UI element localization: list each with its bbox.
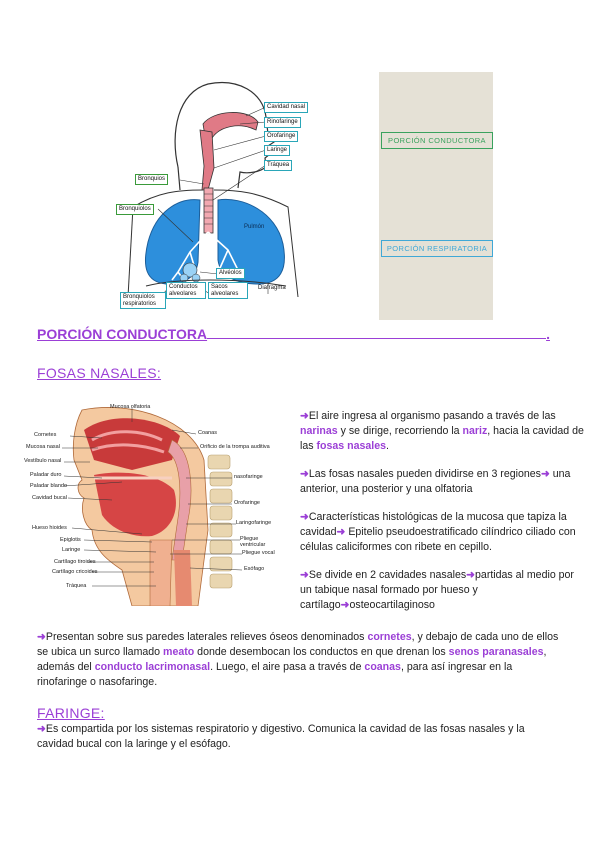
head-label-hueso-hioides: Hueso hioides <box>32 525 67 531</box>
head-sagittal-figure <box>22 400 284 606</box>
bullet-aire-ingresa <box>300 409 585 454</box>
head-label-pliegue-ventricular: Pliegue ventricular <box>240 536 266 548</box>
arrow-icon: ➜ <box>37 723 46 735</box>
head-label-orofaringe: Orofaringe <box>234 500 260 506</box>
porcion-side-panel <box>379 72 493 320</box>
head-label-cartilago-tiroides: Cartílago tiroides <box>54 559 96 565</box>
head-label-laringe: Laringe <box>62 547 81 553</box>
highlight-senos-paranasales: senos paranasales <box>448 646 544 658</box>
head-label-epiglotis: Epiglotis <box>60 537 81 543</box>
label-orofaringe: Orofaringe <box>264 131 298 142</box>
label-rinofaringe: Rinofaringe <box>264 117 301 128</box>
section-title <box>37 326 550 342</box>
paragraph-faringe <box>37 722 562 752</box>
text: Presentan sobre sus paredes laterales relieves óseos denominados <box>45 631 368 643</box>
label-pulmon: Pulmón <box>244 224 265 230</box>
fosas-bullets <box>300 409 585 626</box>
arrow-icon: ➜ <box>300 410 309 422</box>
text: , para así ingresar en la rinofaringe o nasofaringe. <box>37 661 513 688</box>
arrow-icon: ➜ <box>300 569 309 581</box>
arrow-icon: ➜ <box>336 526 346 538</box>
text: , además del <box>37 646 547 673</box>
section-title-text: PORCIÓN CONDUCTORA <box>37 326 208 342</box>
text: Características histológicas de la mucosa que tapiza la cavidad <box>300 511 567 538</box>
head-label-cartilago-cricoides: Cartílago cricoides <box>52 569 98 575</box>
text: una anterior, una posterior y una olfatoria <box>300 468 571 495</box>
arrow-icon: ➜ <box>37 631 46 643</box>
label-alveolos: Alvéolos <box>216 268 245 279</box>
text: osteocartilaginoso <box>349 599 435 611</box>
head-label-pliegue-vocal: Pliegue vocal <box>242 550 275 556</box>
head-label-orificio-trompa: Orificio de la trompa auditiva <box>200 444 270 450</box>
title-underline <box>207 326 546 339</box>
text: Se divide en 2 cavidades nasales <box>308 569 467 581</box>
text: donde desembocan los conductos en que drenan los <box>194 646 449 658</box>
text: , hacia la cavidad de las <box>300 425 584 452</box>
head-label-laringofaringe: Laringofaringe <box>236 520 272 526</box>
porcion-conductora-box: PORCIÓN CONDUCTORA <box>381 132 493 149</box>
arrow-icon: ➜ <box>300 511 309 523</box>
head-label-vestibulo-nasal: Vestíbulo nasal <box>24 458 62 464</box>
highlight-conducto-lacrimonasal: conducto lacrimonasal <box>94 661 211 673</box>
paragraph-cornetes <box>37 630 562 690</box>
text: Las fosas nasales pueden dividirse en 3 regiones <box>308 468 541 480</box>
head-label-paladar-duro: Paladar duro <box>30 472 62 478</box>
fosas-nasales-heading: FOSAS NASALES: <box>37 365 162 381</box>
head-label-cornetes: Cornetes <box>34 432 57 438</box>
text: y se dirige, recorriendo la <box>337 425 463 437</box>
text: El aire ingresa al organismo pasando a través de las <box>308 410 556 422</box>
arrow-icon: ➜ <box>540 468 550 480</box>
bullet-regiones <box>300 467 585 497</box>
text: . <box>386 440 389 452</box>
label-diafragma: Diafragma <box>258 285 286 291</box>
text: Epitelio pseudoestratificado cilíndrico ciliado con células caliciformes con ribete en cepillo. <box>300 526 576 553</box>
head-label-cavidad-bucal: Cavidad bucal <box>32 495 67 501</box>
head-label-nasofaringe: nasofaringe <box>234 474 263 480</box>
faringe-heading: FARINGE: <box>37 705 105 721</box>
highlight-nariz: nariz <box>462 425 488 437</box>
respiratory-system-diagram <box>108 72 323 320</box>
head-label-coanas: Coanas <box>198 430 217 436</box>
label-bronquiolos: Bronquiolos <box>116 204 154 215</box>
highlight-coanas: coanas <box>364 661 401 673</box>
porcion-respiratoria-box: PORCIÓN RESPIRATORIA <box>381 240 493 257</box>
text: . Luego, el aire pasa a través de <box>210 661 365 673</box>
head-label-esofago: Esófago <box>244 566 265 572</box>
label-bronquios: Bronquios <box>135 174 168 185</box>
text: Es compartida por los sistemas respiratorio y digestivo. Comunica la cavidad de las fosas nasales y la cavidad bucal con la laringe y el esófago. <box>37 723 525 750</box>
arrow-icon: ➜ <box>340 599 350 611</box>
text: , y debajo de cada uno de ellos se ubica un surco llamado <box>37 631 559 658</box>
highlight-meato: meato <box>163 646 195 658</box>
head-label-mucosa-nasal: Mucosa nasal <box>26 444 60 450</box>
label-traquea: Tráquea <box>264 160 292 171</box>
head-label-mucosa-olfatoria: Mucosa olfatoria <box>110 404 151 410</box>
highlight-narinas: narinas <box>300 425 338 437</box>
arrow-icon: ➜ <box>300 468 309 480</box>
label-sacos-alveolares: Sacos alveolares <box>208 282 248 299</box>
highlight-cornetes: cornetes <box>367 631 412 643</box>
bullet-histologia <box>300 510 585 555</box>
arrow-icon: ➜ <box>466 569 476 581</box>
head-label-traquea: Tráquea <box>66 583 87 589</box>
label-laringe: Laringe <box>264 145 290 156</box>
label-bronquiolos-respiratorios: Bronquiolos respiratorios <box>120 292 166 309</box>
section-title-end: . <box>546 326 550 342</box>
label-conductos-alveolares: Conductos alveolares <box>166 282 206 299</box>
label-cavidad-nasal: Cavidad nasal <box>264 102 308 113</box>
bullet-cavidades <box>300 568 585 613</box>
highlight-fosas-nasales: fosas nasales <box>316 440 386 452</box>
head-label-paladar-blando: Paladar blando <box>30 483 68 489</box>
text: partidas al medio por un tabique nasal formado por hueso y cartílago <box>300 569 574 611</box>
